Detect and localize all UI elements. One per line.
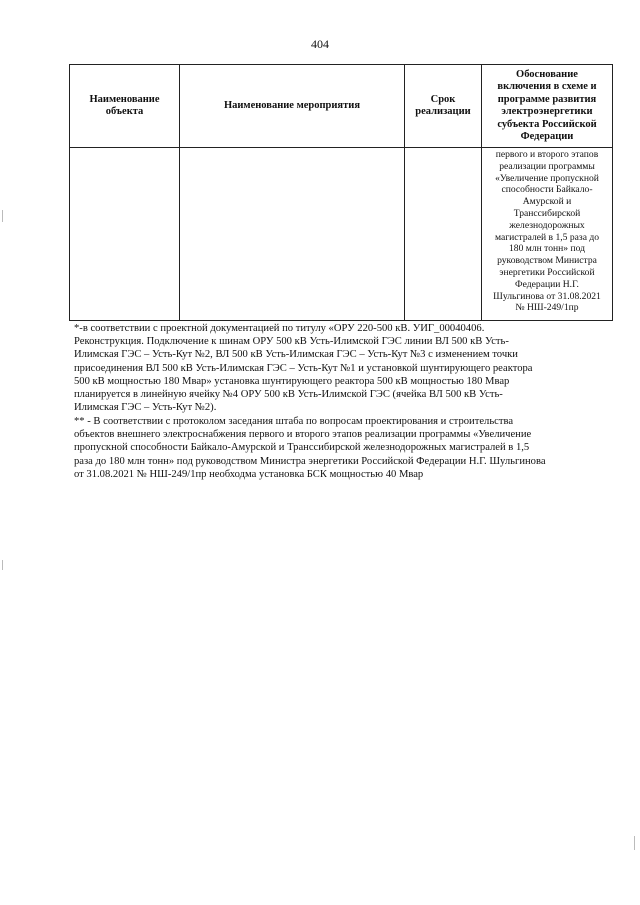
footnote-second: ** - В соответствии с протоколом заседания штаба по вопросам проектирования и строительства объектов внешнего электроснабжения первого и второго этапов реализации программы «Увеличение пропускной способности Байкало-Амурской и Транссибирской железнодорожных магистралей в 1,5 раза до 180 млн тонн» под руководством Министра энергетики Российской Федерации Н.Г. Шульгинова от 31.08.2021 № НШ-249/1пр необходма установка БСК мощностью 40 Мвар <box>74 416 546 480</box>
header-object-name: Наименование объекта <box>70 65 180 148</box>
table-row <box>70 148 613 321</box>
header-basis: Обоснование включения в схеме и программе развития электроэнергетики субъекта Российской Федерации <box>482 65 613 148</box>
header-measure-name: Наименование мероприятия <box>180 65 405 148</box>
header-term: Срок реализации <box>405 65 482 148</box>
cell-basis <box>482 148 613 321</box>
cell-object-name <box>70 148 180 321</box>
scan-margin-mark <box>2 210 3 222</box>
basis-text: первого и второго этапов реализации программы «Увеличение пропускной способности Байкало- Амурской и Транссибирской железнодорожных магистралей в 1,5 раза до 180 млн тонн» под руководством Министра энергетики Российской Федерации Н.Г. Шульгинова от 31.08.2021 № НШ-249/1пр <box>493 149 601 314</box>
footnote-first: *-в соответствии с проектной документацией по титулу «ОРУ 220-500 кВ. УИГ_00040406. Реконструкция. Подключение к шинам ОРУ 500 кВ Усть-Илимской ГЭС линии ВЛ 500 кВ Усть- Илимская ГЭС – Усть-Кут №2, ВЛ 500 кВ Усть-Илимская ГЭС – Усть-Кут №3 с изменением точки присоединения ВЛ 500 кВ Усть-Илимская ГЭС – Усть-Кут №1 и установкой шунтирующего реактора 500 кВ мощностью 180 Мвар» установка шунтирующего реактора 500 кВ мощностью 180 Мвар планируется в линейную ячейку №4 ОРУ 500 кВ Усть-Илимской ГЭС (ячейка ВЛ 500 кВ Усть- Илимская ГЭС – Усть-Кут №2). <box>74 323 533 414</box>
scan-margin-mark <box>2 560 3 570</box>
scan-margin-mark <box>634 836 635 850</box>
cell-term <box>405 148 482 321</box>
measures-table <box>69 64 613 321</box>
cell-measure-name <box>180 148 405 321</box>
page-number: 404 <box>311 37 329 51</box>
table-header-row <box>70 65 613 148</box>
